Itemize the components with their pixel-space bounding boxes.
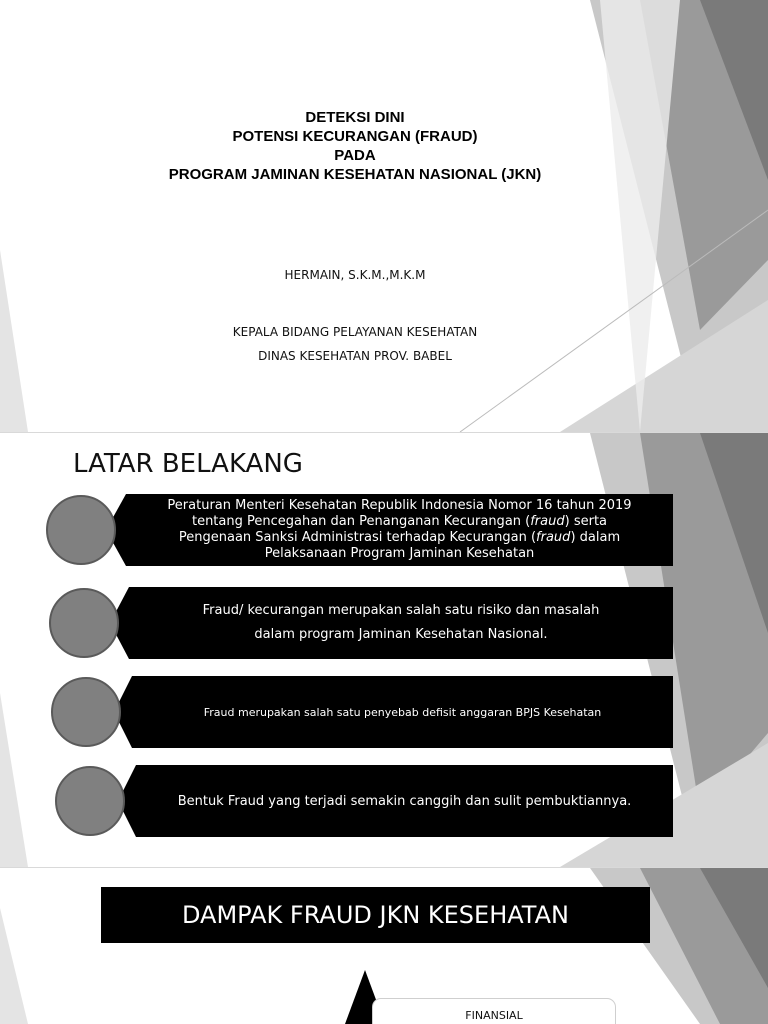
slide-dampak: [0, 868, 768, 1024]
list-item: [46, 676, 676, 748]
slide-title: [0, 0, 768, 432]
section-heading-box: DAMPAK FRAUD JKN KESEHATAN: [101, 887, 650, 943]
list-item: [46, 765, 676, 837]
bullet-circle: [51, 677, 121, 747]
author-name: HERMAIN, S.K.M.,M.K.M: [284, 268, 426, 282]
title-line: POTENSI KECURANGAN (FRAUD): [232, 128, 478, 145]
bullet-circle: [55, 766, 125, 836]
list-item: [46, 587, 676, 659]
title-line: PROGRAM JAMINAN KESEHATAN NASIONAL (JKN): [168, 166, 542, 183]
bullet-circle: [49, 588, 119, 658]
slide-latar-belakang: [0, 433, 768, 867]
bullet-circle: [46, 495, 116, 565]
title-line: DETEKSI DINI: [305, 109, 405, 126]
finansial-box: [372, 998, 616, 1024]
finansial-label: FINANSIAL: [465, 1009, 523, 1022]
presentation-title: [60, 108, 650, 184]
author-affiliation: [60, 320, 650, 368]
item-text: Fraud merupakan salah satu penyebab defisit anggaran BPJS Kesehatan: [203, 705, 602, 719]
affiliation-line: DINAS KESEHATAN PROV. BABEL: [258, 349, 452, 363]
affiliation-line: KEPALA BIDANG PELAYANAN KESEHATAN: [232, 325, 478, 339]
item-text: Fraud/ kecurangan merupakan salah satu risiko dan masalah dalam program Jaminan Kesehatan Nasional.: [202, 603, 600, 642]
section-heading: LATAR BELAKANG: [73, 449, 303, 479]
item-text: Bentuk Fraud yang terjadi semakin canggih dan sulit pembuktiannya.: [177, 793, 632, 809]
title-line: PADA: [334, 147, 376, 164]
list-item: [46, 494, 676, 566]
item-text: Peraturan Menteri Kesehatan Republik Indonesia Nomor 16 tahun 2019 tentang Pencegahan dan Penanganan Kecurangan (fraud) serta Pengenaan Sanksi Administrasi terhadap Kecurangan (fraud) dalam Pelaksanaan Program Jaminan Kesehatan: [167, 498, 632, 561]
